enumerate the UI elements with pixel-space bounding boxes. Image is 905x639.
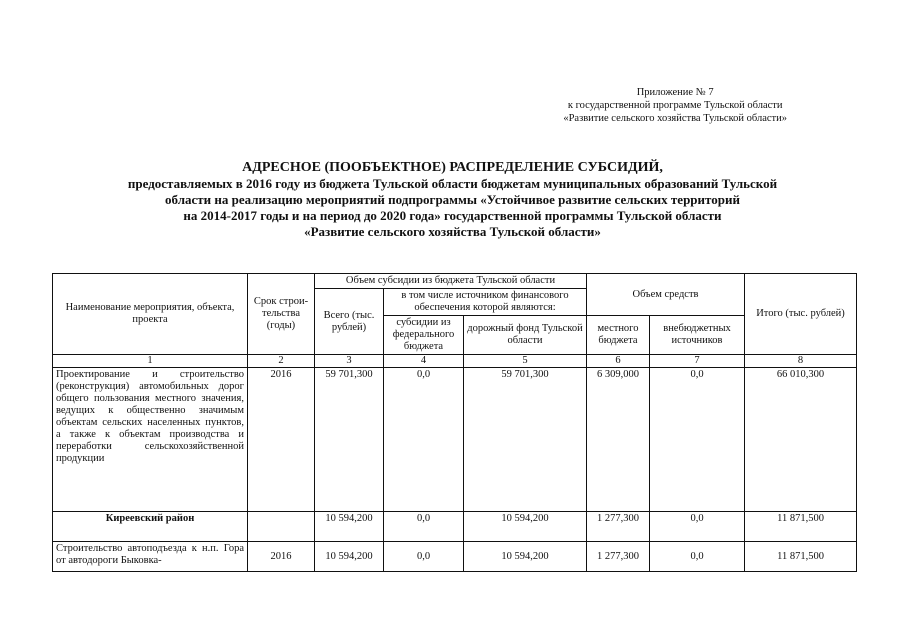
header-grand-total: Итого (тыс. рублей)	[745, 274, 857, 355]
header-term: Срок строи-тельства (годы)	[248, 274, 315, 355]
row-term: 2016	[248, 542, 315, 572]
header-row-1	[53, 274, 857, 289]
header-federal: субсидии из федерального бюджета	[384, 316, 464, 355]
header-including: в том числе источником финансового обеспечения которой являются:	[384, 289, 587, 316]
header-name: Наименование мероприятия, объекта, проекта	[53, 274, 248, 355]
col-number: 1	[53, 355, 248, 368]
header-local: местного бюджета	[587, 316, 650, 355]
row-grand-total: 11 871,500	[745, 542, 857, 572]
appendix-number: Приложение № 7	[636, 87, 714, 98]
row-road-fund: 59 701,300	[464, 368, 587, 512]
title-line-1: АДРЕСНОЕ (ПООБЪЕКТНОЕ) РАСПРЕДЕЛЕНИЕ СУБСИДИЙ,	[242, 160, 663, 175]
col-number: 3	[315, 355, 384, 368]
header-total-subsidy: Всего (тыс. рублей)	[315, 289, 384, 355]
header-road-fund: дорожный фонд Тульской области	[464, 316, 587, 355]
row-federal: 0,0	[384, 542, 464, 572]
row-local: 1 277,300	[587, 512, 650, 542]
row-road-fund: 10 594,200	[464, 512, 587, 542]
col-number: 8	[745, 355, 857, 368]
title-line-3: области на реализацию мероприятий подпрограммы «Устойчивое развитие сельских территорий	[165, 192, 740, 207]
row-total: 59 701,300	[315, 368, 384, 512]
row-term	[248, 512, 315, 542]
table-row	[53, 368, 857, 512]
header-subsidy-group: Объем субсидии из бюджета Тульской области	[315, 274, 587, 289]
appendix-block	[563, 86, 787, 125]
row-name: Строительство автоподъезда к н.п. Гора от автодороги Быковка-	[53, 542, 248, 572]
col-number: 7	[650, 355, 745, 368]
col-number: 6	[587, 355, 650, 368]
title-line-2: предоставляемых в 2016 году из бюджета Тульской области бюджетам муниципальных образований Тульской	[127, 176, 778, 191]
row-name: Проектирование и строительство (реконструкция) автомобильных дорог общего пользования местного значения, ведущих к общественно значимым объектам сельских населенных пунктов, а также к объектам производства и переработки сельскохозяйственной продукции	[53, 368, 248, 512]
col-number: 2	[248, 355, 315, 368]
title-line-4: на 2014-2017 годы и на период до 2020 года» государственной программы Тульской области	[183, 208, 722, 223]
subsidy-table	[52, 273, 857, 572]
row-extra: 0,0	[650, 368, 745, 512]
table-row	[53, 512, 857, 542]
appendix-program: к государственной программе Тульской области	[567, 100, 783, 111]
table-row	[53, 542, 857, 572]
row-grand-total: 66 010,300	[745, 368, 857, 512]
col-number: 5	[464, 355, 587, 368]
col-number: 4	[384, 355, 464, 368]
column-numbers-row	[53, 355, 857, 368]
row-name: Киреевский район	[53, 512, 248, 542]
row-grand-total: 11 871,500	[745, 512, 857, 542]
appendix-program-name: «Развитие сельского хозяйства Тульской области»	[563, 113, 787, 124]
row-total: 10 594,200	[315, 542, 384, 572]
row-road-fund: 10 594,200	[464, 542, 587, 572]
title-line-5: «Развитие сельского хозяйства Тульской области»	[304, 224, 601, 239]
document-title	[60, 160, 845, 240]
row-federal: 0,0	[384, 512, 464, 542]
row-extra: 0,0	[650, 512, 745, 542]
row-total: 10 594,200	[315, 512, 384, 542]
row-term: 2016	[248, 368, 315, 512]
row-federal: 0,0	[384, 368, 464, 512]
row-local: 6 309,000	[587, 368, 650, 512]
header-funds-group: Объем средств	[587, 274, 745, 316]
header-extra: внебюджетных источников	[650, 316, 745, 355]
row-local: 1 277,300	[587, 542, 650, 572]
row-extra: 0,0	[650, 542, 745, 572]
